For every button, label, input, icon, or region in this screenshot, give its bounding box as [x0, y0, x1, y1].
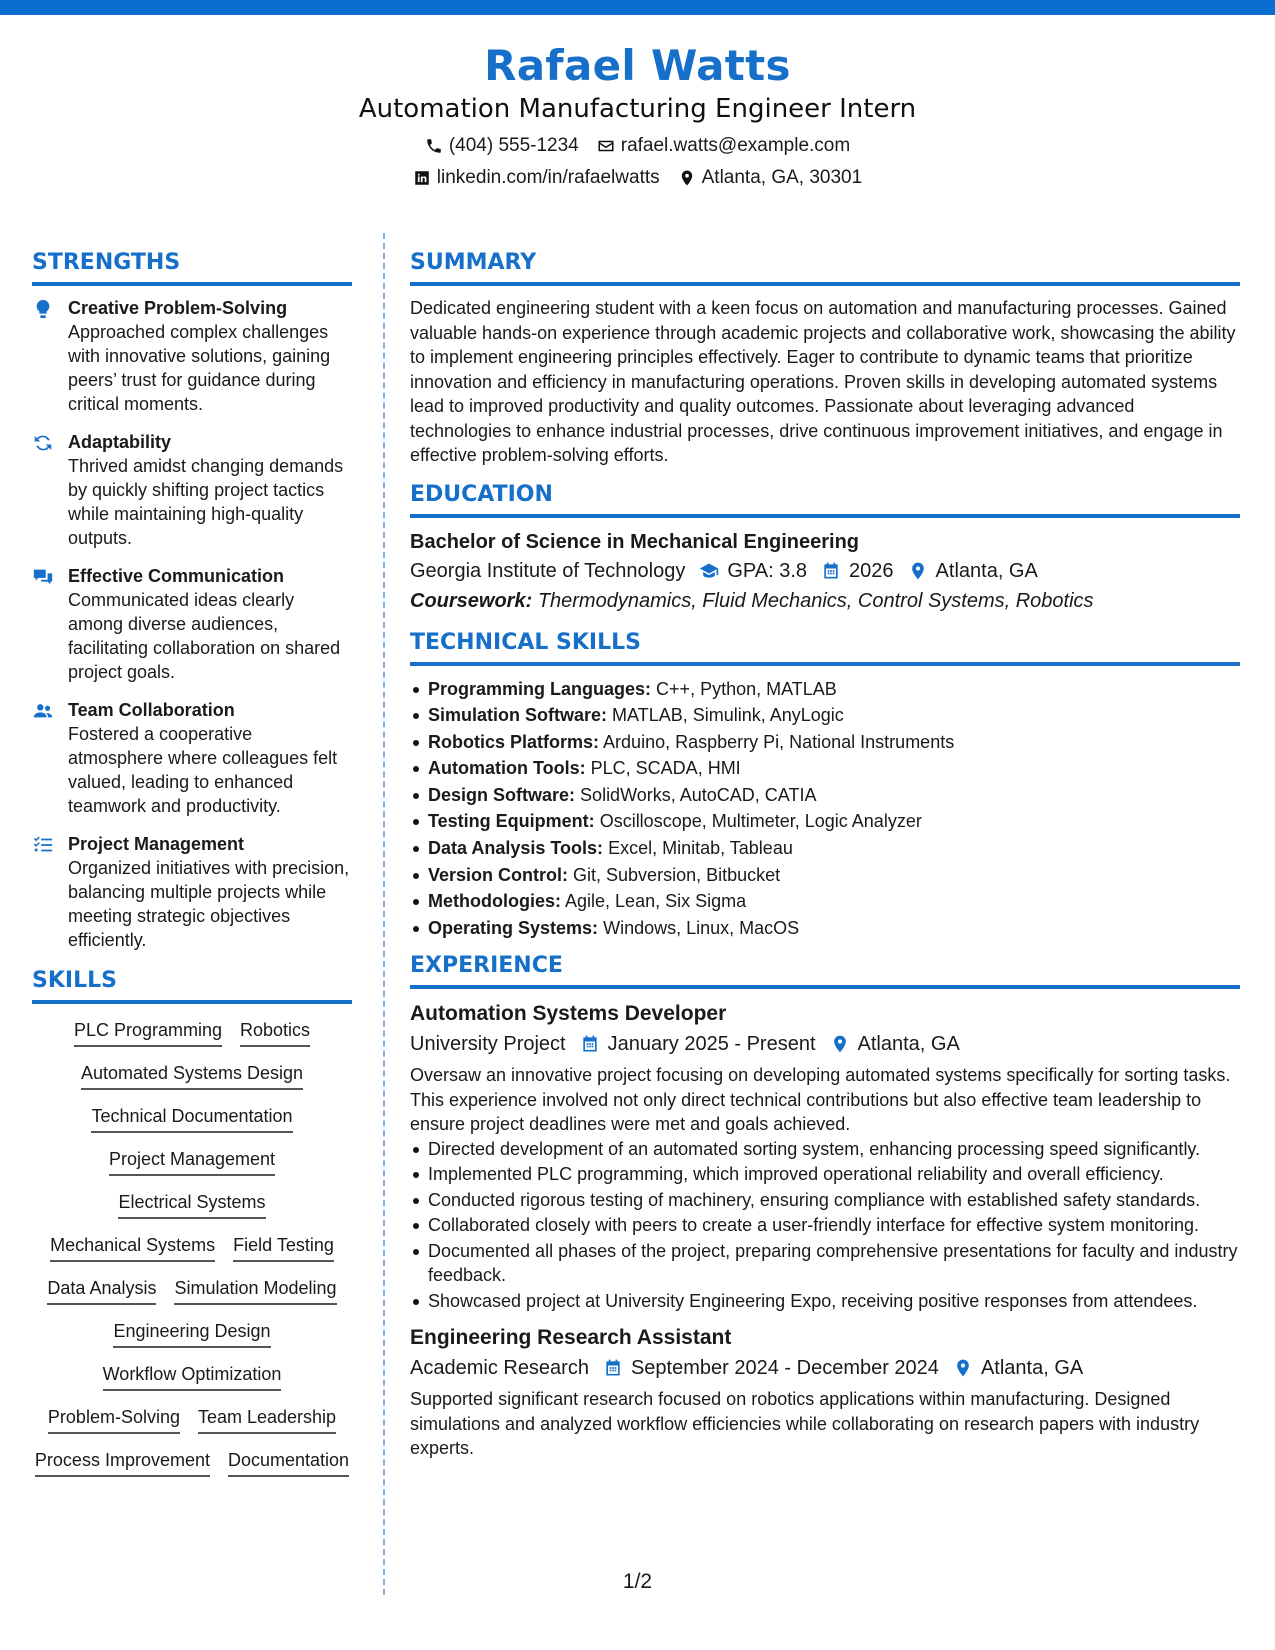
skill-values: Agile, Lean, Six Sigma — [565, 891, 747, 912]
skill-category: Simulation Software: — [428, 705, 608, 726]
gpa-text: GPA: 3.8 — [727, 559, 808, 582]
summary-heading: SUMMARY — [410, 248, 1240, 286]
list-item — [410, 729, 1240, 756]
skill-tag: Technical Documentation — [91, 1104, 292, 1133]
calendar-icon — [603, 1358, 623, 1378]
calendar-icon — [821, 561, 841, 581]
degree-title: Bachelor of Science in Mechanical Engineering — [410, 530, 860, 553]
location-text: Atlanta, GA, 30301 — [701, 167, 863, 188]
technical-skills-heading: TECHNICAL SKILLS — [410, 628, 1240, 666]
strength-desc: Organized initiatives with precision, balancing multiple projects while meeting strategic objectives efficiently. — [68, 858, 350, 950]
envelope-icon — [597, 137, 615, 155]
skill-category: Design Software: — [428, 784, 576, 805]
coursework-label: Coursework: — [410, 589, 533, 612]
task-list-icon — [32, 834, 54, 856]
contact-row-2 — [0, 166, 1275, 190]
education-meta — [410, 556, 1240, 586]
job-bullets — [410, 1137, 1240, 1314]
map-pin-icon — [908, 561, 928, 581]
list-item — [410, 755, 1240, 782]
skill-category: Testing Equipment: — [428, 811, 595, 832]
skill-tag: Data Analysis — [47, 1276, 156, 1305]
skill-category: Robotics Platforms: — [428, 731, 600, 752]
job-location: Atlanta, GA — [980, 1357, 1084, 1380]
skill-category: Data Analysis Tools: — [428, 838, 604, 859]
job-entry — [410, 1323, 1240, 1461]
list-item: Directed development of an automated sorting system, enhancing processing speed significantly. — [410, 1137, 1240, 1162]
skill-tag: Engineering Design — [113, 1319, 270, 1348]
page-number: 1/2 — [622, 1570, 653, 1593]
job-description: Supported significant research focused on robotics applications within manufacturing. Designed simulations and analyzed workflow efficiencies while collaborating on research papers with industry experts. — [410, 1389, 1200, 1459]
skill-values: Oscilloscope, Multimeter, Logic Analyzer — [599, 811, 922, 832]
list-item — [410, 835, 1240, 862]
skill-category: Automation Tools: — [428, 758, 586, 779]
map-pin-icon — [953, 1358, 973, 1378]
skill-tag: Team Leadership — [198, 1405, 336, 1434]
skill-tag: Mechanical Systems — [50, 1233, 215, 1262]
right-column — [410, 248, 1240, 1461]
strength-title: Project Management — [68, 834, 245, 854]
strength-item — [32, 296, 352, 416]
list-item — [410, 888, 1240, 915]
sync-icon — [32, 432, 54, 454]
job-meta — [410, 1353, 1240, 1383]
skill-values: SolidWorks, AutoCAD, CATIA — [580, 784, 817, 805]
strength-item — [32, 832, 352, 952]
list-item: Showcased project at University Engineering Expo, receiving positive responses from attendees. — [410, 1289, 1240, 1314]
list-item — [410, 862, 1240, 889]
skill-tag: Automated Systems Design — [81, 1061, 303, 1090]
map-pin-icon — [678, 169, 696, 187]
job-org: Academic Research — [410, 1357, 589, 1380]
users-icon — [32, 700, 54, 722]
linkedin-text: linkedin.com/in/rafaelwatts — [436, 167, 660, 188]
strength-desc: Communicated ideas clearly among diverse audiences, facilitating collaboration on shared project goals. — [68, 590, 341, 682]
school-name: Georgia Institute of Technology — [410, 559, 686, 582]
skill-values: Excel, Minitab, Tableau — [608, 838, 793, 859]
job-org: University Project — [410, 1033, 566, 1056]
skill-tag: Workflow Optimization — [103, 1362, 282, 1391]
list-item — [410, 676, 1240, 703]
experience-heading: EXPERIENCE — [410, 951, 1240, 989]
skill-tag: Field Testing — [233, 1233, 334, 1262]
strength-desc: Thrived amidst changing demands by quickly shifting project tactics while maintaining high-quality outputs. — [68, 456, 344, 548]
skill-values: Arduino, Raspberry Pi, National Instruments — [603, 731, 955, 752]
resume-header — [0, 40, 1275, 190]
job-location: Atlanta, GA — [857, 1033, 960, 1056]
map-pin-icon — [830, 1034, 850, 1054]
job-meta — [410, 1029, 1240, 1059]
coursework-list: Thermodynamics, Fluid Mechanics, Control Systems, Robotics — [537, 589, 1094, 612]
job-description: Oversaw an innovative project focusing on developing automated systems specifically for sorting tasks. This experience involved not only direct technical contributions but also effective team leadership to ensure project deadlines were met and goals achieved. — [410, 1065, 1231, 1135]
skills-heading: SKILLS — [32, 966, 352, 1004]
school-location: Atlanta, GA — [935, 559, 1038, 582]
comments-icon — [32, 566, 54, 588]
strength-item — [32, 430, 352, 550]
strengths-list — [32, 296, 352, 952]
left-column — [32, 248, 352, 1477]
strength-desc: Fostered a cooperative atmosphere where colleagues felt valued, leading to enhanced teamwork and productivity. — [68, 724, 338, 816]
strength-desc: Approached complex challenges with innovative solutions, gaining peers’ trust for guidance during critical moments. — [68, 322, 331, 414]
skill-category: Operating Systems: — [428, 917, 599, 938]
contact-email[interactable] — [597, 134, 850, 158]
job-title: Engineering Research Assistant — [410, 1326, 732, 1350]
calendar-icon — [580, 1034, 600, 1054]
candidate-name: Rafael Watts — [484, 41, 791, 90]
strength-item — [32, 698, 352, 818]
strength-title: Effective Communication — [68, 566, 285, 586]
contact-location — [678, 166, 863, 190]
skill-tag: Electrical Systems — [118, 1190, 265, 1219]
strength-title: Team Collaboration — [68, 700, 235, 720]
contact-row-1 — [0, 134, 1275, 158]
list-item: Documented all phases of the project, preparing comprehensive presentations for faculty and industry feedback. — [410, 1239, 1240, 1288]
column-divider — [383, 233, 385, 1595]
skill-tag: Project Management — [109, 1147, 275, 1176]
skill-category: Version Control: — [428, 864, 569, 885]
email-text: rafael.watts@example.com — [620, 135, 851, 156]
job-dates: January 2025 - Present — [607, 1033, 816, 1056]
list-item — [410, 702, 1240, 729]
skill-tag: Simulation Modeling — [174, 1276, 336, 1305]
list-item — [410, 782, 1240, 809]
phone-icon — [425, 137, 443, 155]
skill-values: PLC, SCADA, HMI — [590, 758, 741, 779]
job-dates: September 2024 - December 2024 — [630, 1357, 939, 1380]
top-accent-bar — [0, 0, 1275, 15]
education-heading: EDUCATION — [410, 480, 1240, 518]
summary-text: Dedicated engineering student with a keen focus on automation and manufacturing processes. Gained valuable hands-on experience through academic projects and collaborative work, showcasing the ability to implement engineering principles effectively. Eager to contribute to dynamic teams that prioritize innovation and efficiency in manufacturing operations. Proven skills in developing automated systems lead to improved productivity and quality outcomes. Passionate about leveraging advanced technologies to enhance industrial processes, drive continuous improvement initiatives, and engage in effective problem-solving efforts. — [410, 298, 1236, 465]
contact-phone[interactable] — [425, 134, 579, 158]
list-item: Implemented PLC programming, which improved operational reliability and overall efficiency. — [410, 1162, 1240, 1187]
strength-item — [32, 564, 352, 684]
skill-category: Programming Languages: — [428, 678, 652, 699]
technical-skills-list — [410, 676, 1240, 942]
list-item: Collaborated closely with peers to create a user-friendly interface for effective system monitoring. — [410, 1213, 1240, 1238]
skill-tag: Robotics — [240, 1018, 310, 1047]
skill-values: Git, Subversion, Bitbucket — [573, 864, 781, 885]
skill-values: MATLAB, Simulink, AnyLogic — [612, 705, 844, 726]
phone-text: (404) 555-1234 — [448, 135, 579, 156]
lightbulb-icon — [32, 298, 54, 320]
skill-tag: Documentation — [228, 1448, 349, 1477]
skills-list — [32, 1018, 352, 1477]
list-item: Conducted rigorous testing of machinery, ensuring compliance with established safety standards. — [410, 1188, 1240, 1213]
skill-values: C++, Python, MATLAB — [656, 678, 837, 699]
skill-tag: Process Improvement — [35, 1448, 210, 1477]
coursework — [410, 586, 1240, 616]
strengths-heading: STRENGTHS — [32, 248, 352, 286]
skill-tag: Problem-Solving — [48, 1405, 180, 1434]
skill-tag: PLC Programming — [74, 1018, 222, 1047]
list-item — [410, 915, 1240, 942]
candidate-title: Automation Manufacturing Engineer Intern — [358, 94, 917, 124]
grad-year: 2026 — [849, 559, 894, 582]
strength-title: Adaptability — [68, 432, 172, 452]
job-entry — [410, 999, 1240, 1313]
job-title: Automation Systems Developer — [410, 1002, 727, 1026]
linkedin-icon — [413, 169, 431, 187]
contact-linkedin[interactable] — [413, 166, 660, 190]
list-item — [410, 808, 1240, 835]
skill-category: Methodologies: — [428, 891, 561, 912]
skill-values: Windows, Linux, MacOS — [603, 917, 800, 938]
graduation-cap-icon — [699, 561, 719, 581]
strength-title: Creative Problem-Solving — [68, 298, 288, 318]
